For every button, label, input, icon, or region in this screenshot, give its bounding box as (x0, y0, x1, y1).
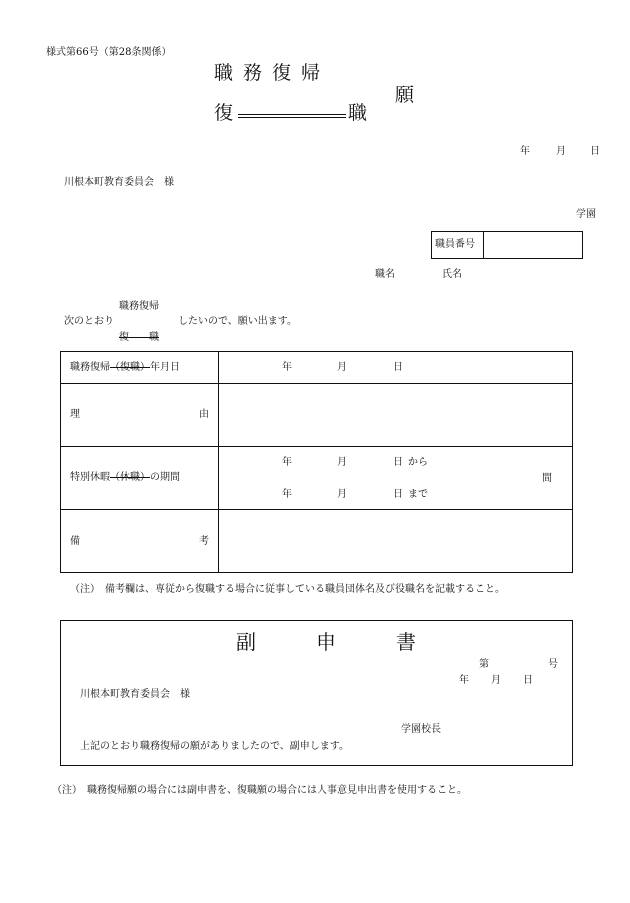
reason-label-a: 理 (70, 409, 80, 420)
remarks-label-b: 考 (199, 536, 209, 547)
to-day: 日 (393, 489, 403, 500)
title-line2-end: 職 (348, 102, 378, 124)
school-label: 学園 (576, 209, 596, 220)
header-month: 月 (556, 146, 566, 157)
leave-period-label: 特別休暇（休職）の期間 (70, 472, 180, 483)
intro-suffix: したいので、願い出ます。 (178, 316, 297, 327)
remarks-label-a: 備 (70, 536, 80, 547)
title-line1: 職務復帰 (214, 62, 331, 84)
from-day: 日 (393, 457, 403, 468)
to-month: 月 (337, 489, 347, 500)
endorsement-day: 日 (523, 675, 533, 686)
addressee: 川根本町教育委員会 様 (64, 177, 174, 188)
return-date-year: 年 (282, 362, 292, 373)
duration-label: 間 (542, 473, 552, 484)
name-label: 氏名 (442, 269, 462, 280)
header-day: 日 (590, 146, 600, 157)
endorsement-addressee: 川根本町教育委員会 様 (80, 689, 190, 700)
note-remarks: （注） 備考欄は、専従から復職する場合に従事している職員団体名及び役職名を記載すること。 (70, 584, 505, 595)
return-date-label: 職務復帰（復職）年月日 (70, 362, 180, 373)
intro-option-upper: 職務復帰 (119, 301, 159, 312)
title-suffix: 願 (395, 84, 425, 106)
header-year: 年 (520, 146, 530, 157)
endorsement-number-suffix: 号 (548, 659, 558, 670)
form-number: 様式第66号（第28条関係） (46, 47, 172, 58)
note-endorsement: （注） 職務復帰願の場合には副申書を、復職願の場合には人事意見申出書を使用すること。 (52, 785, 467, 796)
staff-number-label: 職員番号 (435, 239, 475, 250)
title-strike-line (238, 114, 346, 118)
from-month: 月 (337, 457, 347, 468)
endorsement-body: 上記のとおり職務復帰の願がありましたので、副申します。 (80, 741, 349, 752)
to-year: 年 (282, 489, 292, 500)
application-table (60, 351, 573, 573)
reason-label-b: 由 (199, 409, 209, 420)
from-year: 年 (282, 457, 292, 468)
intro-option-lower: 復 職 (119, 332, 159, 343)
endorsement-number-prefix: 第 (479, 659, 489, 670)
return-date-day: 日 (393, 362, 403, 373)
title-line2-start: 復 (214, 102, 244, 124)
position-label: 職名 (375, 269, 395, 280)
to-word: まで (408, 489, 428, 500)
endorsement-month: 月 (491, 675, 501, 686)
from-word: から (408, 457, 428, 468)
endorsement-year: 年 (459, 675, 469, 686)
endorsement-principal: 学園校長 (401, 724, 441, 735)
return-date-month: 月 (337, 362, 347, 373)
intro-prefix: 次のとおり (64, 316, 114, 327)
endorsement-title: 副 申 書 (236, 630, 436, 654)
